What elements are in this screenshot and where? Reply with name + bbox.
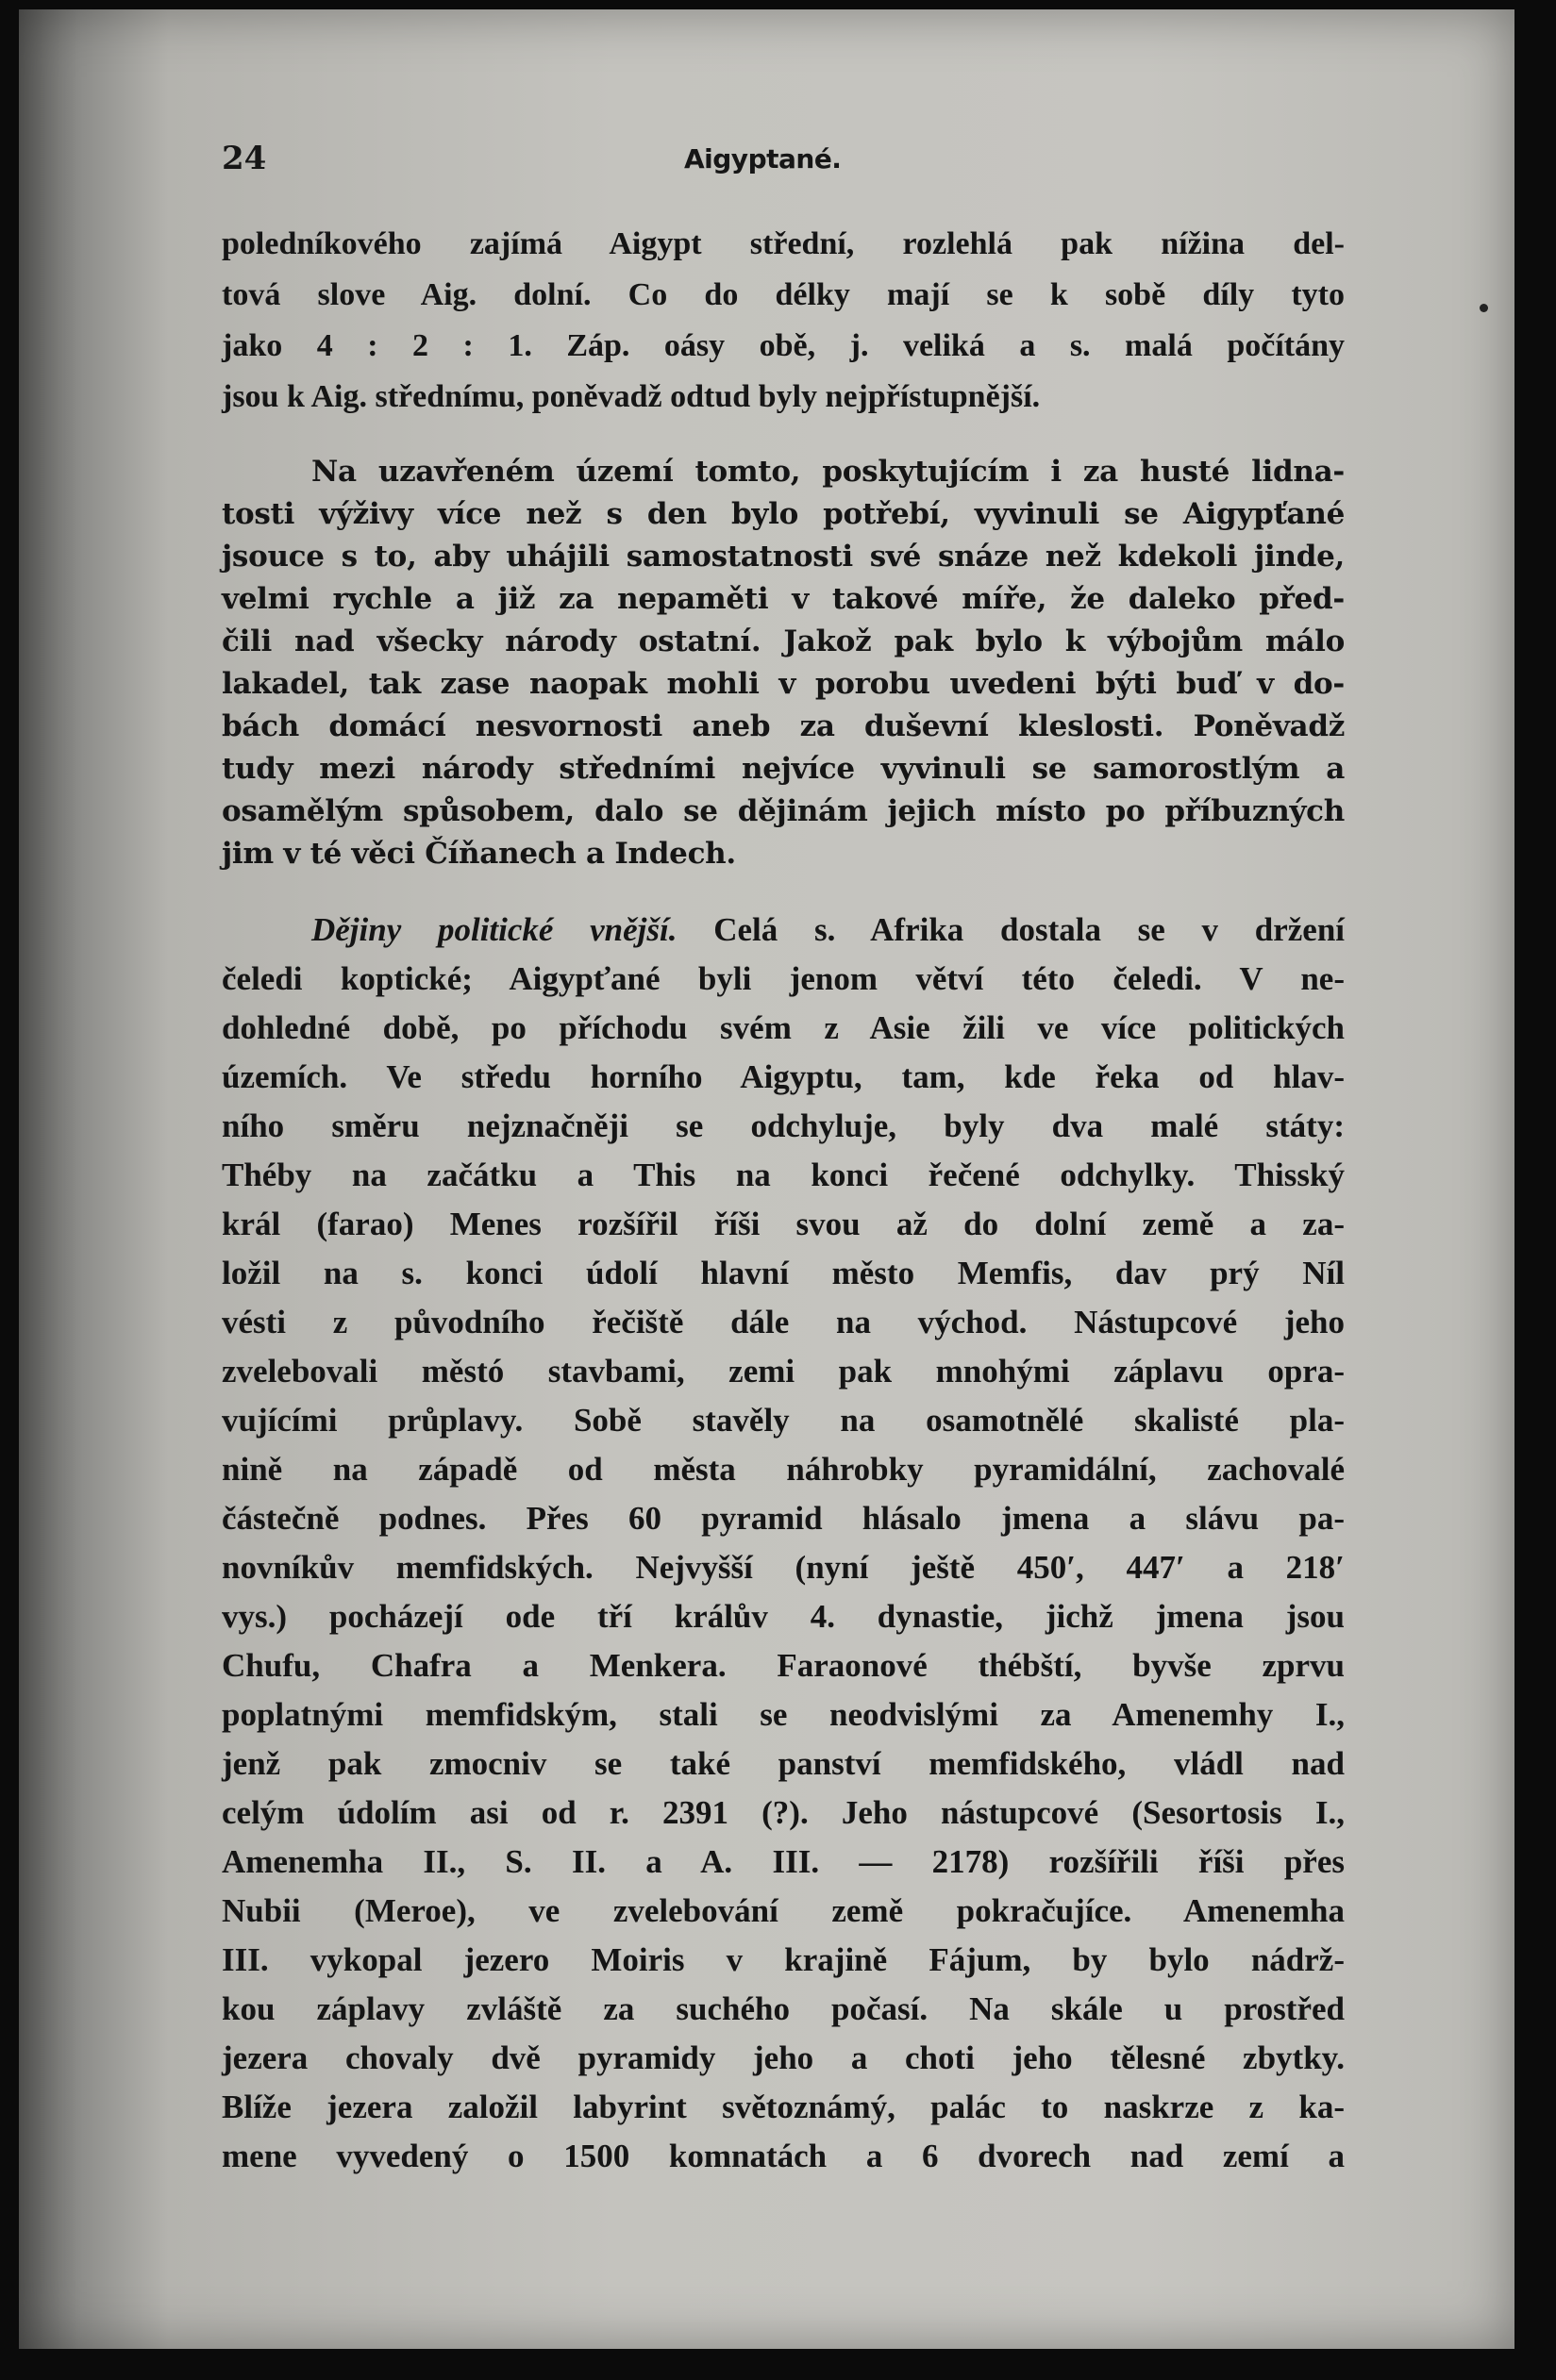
text-line: Chufu, Chafra a Menkera. Faraonové thébští, byvše zprvu xyxy=(222,1647,1345,1684)
text-line: jenž pak zmocniv se také panství memfidského, vládl nad xyxy=(222,1745,1345,1782)
text-line: osamělým spůsobem, dalo se dějinám jejich místo po příbuzných xyxy=(222,794,1345,828)
text-line: ního směru nejznačněji se odchyluje, byly dva malé státy: xyxy=(222,1107,1345,1144)
text-line: tová slove Aig. dolní. Co do délky mají se k sobě díly tyto xyxy=(222,277,1345,312)
text-line: velmi rychle a již za nepaměti v takové míře, že daleko před- xyxy=(222,582,1345,616)
margin-dot xyxy=(1480,304,1488,312)
text-line: lakadel, tak zase naopak mohli v porobu uvedeni býti buď v do- xyxy=(222,667,1345,701)
text-line: Na uzavřeném území tomto, poskytujícím i za husté lidna- xyxy=(311,455,1345,489)
text-line: jezera chovaly dvě pyramidy jeho a choti jeho tělesné zbytky. xyxy=(222,2039,1345,2076)
text-line: vys.) pocházejí ode tří králův 4. dynastie, jichž jmena jsou xyxy=(222,1598,1345,1635)
text-line: Blíže jezera založil labyrint světoznámý, palác to naskrze z ka- xyxy=(222,2089,1345,2125)
text-line: dohledné době, po příchodu svém z Asie žili ve více politických xyxy=(222,1009,1345,1046)
text-line: III. vykopal jezero Moiris v krajině Fájum, by bylo nádrž- xyxy=(222,1941,1345,1978)
text-line: mene vyvedený o 1500 komnatách a 6 dvorech nad zemí a xyxy=(222,2138,1345,2174)
text-line: Théby na začátku a This na konci řečené odchylky. Thisský xyxy=(222,1157,1345,1193)
text-line xyxy=(222,906,1345,955)
text-line: vujícími průplavy. Sobě stavěly na osamotnělé skalisté pla- xyxy=(222,1402,1345,1439)
text-line: jsou k Aig. střednímu, poněvadž odtud byly nejpřístupnější. xyxy=(222,379,1041,414)
text-line: ložil na s. konci údolí hlavní město Memfis, dav prý Níl xyxy=(222,1255,1345,1291)
paragraph-3 xyxy=(222,906,1345,2181)
text-line: čeledi koptické; Aigypťané byli jenom větví této čeledi. V ne- xyxy=(222,960,1345,997)
heading-line-rest: Celá s. Afrika dostala se v držení xyxy=(713,911,1346,948)
page-number: 24 xyxy=(222,140,267,177)
text-line: celým údolím asi od r. 2391 (?). Jeho nástupcové (Sesortosis I., xyxy=(222,1794,1345,1831)
text-line: kou záplavy zvláště za suchého počasí. Na skále u prostřed xyxy=(222,1990,1345,2027)
text-line: zvelebovali městó stavbami, zemi pak mnohými záplavu opra- xyxy=(222,1353,1345,1390)
text-line: vésti z původního řečiště dále na východ. Nástupcové jeho xyxy=(222,1304,1345,1340)
text-line: bách domácí nesvornosti aneb za duševní kleslosti. Poněvadž xyxy=(222,709,1345,743)
text-line: tosti výživy více než s den bylo potřebí, vyvinuli se Aigypťané xyxy=(222,497,1345,531)
running-title: Aigyptané. xyxy=(684,143,842,175)
page-header xyxy=(222,140,1345,177)
text-line: čili nad všecky národy ostatní. Jakož pak bylo k výbojům málo xyxy=(222,624,1345,658)
section-heading: Dějiny politické vnější. xyxy=(311,911,678,948)
text-line: poledníkového zajímá Aigypt střední, rozlehlá pak nížina del- xyxy=(222,226,1345,261)
paragraph-1 xyxy=(222,219,1345,423)
text-line: jako 4 : 2 : 1. Záp. oásy obě, j. veliká a s. malá počítány xyxy=(222,328,1345,363)
text-line: nině na západě od města náhrobky pyramidální, zachovalé xyxy=(222,1451,1345,1488)
text-line: král (farao) Menes rozšířil říši svou až do dolní země a za- xyxy=(222,1206,1345,1242)
text-line: poplatnými memfidským, stali se neodvislými za Amenemhy I., xyxy=(222,1696,1345,1733)
text-line: částečně podnes. Přes 60 pyramid hlásalo jmena a slávu pa- xyxy=(222,1500,1345,1537)
text-line: územích. Ve středu horního Aigyptu, tam, kde řeka od hlav- xyxy=(222,1058,1345,1095)
paragraph-2 xyxy=(222,451,1345,875)
text-line: tudy mezi národy středními nejvíce vyvinuli se samorostlým a xyxy=(222,752,1345,786)
text-line: Amenemha II., S. II. a A. III. — 2178) rozšířili říši přes xyxy=(222,1843,1345,1880)
text-line: novníkův memfidských. Nejvyšší (nyní ještě 450′, 447′ a 218′ xyxy=(222,1549,1345,1586)
text-line: jsouce s to, aby uhájili samostatnosti své snáze než kdekoli jinde, xyxy=(222,540,1345,574)
text-line: jim v té věci Číňanech a Indech. xyxy=(222,837,736,871)
text-line: Nubii (Meroe), ve zvelebování země pokračujíce. Amenemha xyxy=(222,1892,1345,1929)
